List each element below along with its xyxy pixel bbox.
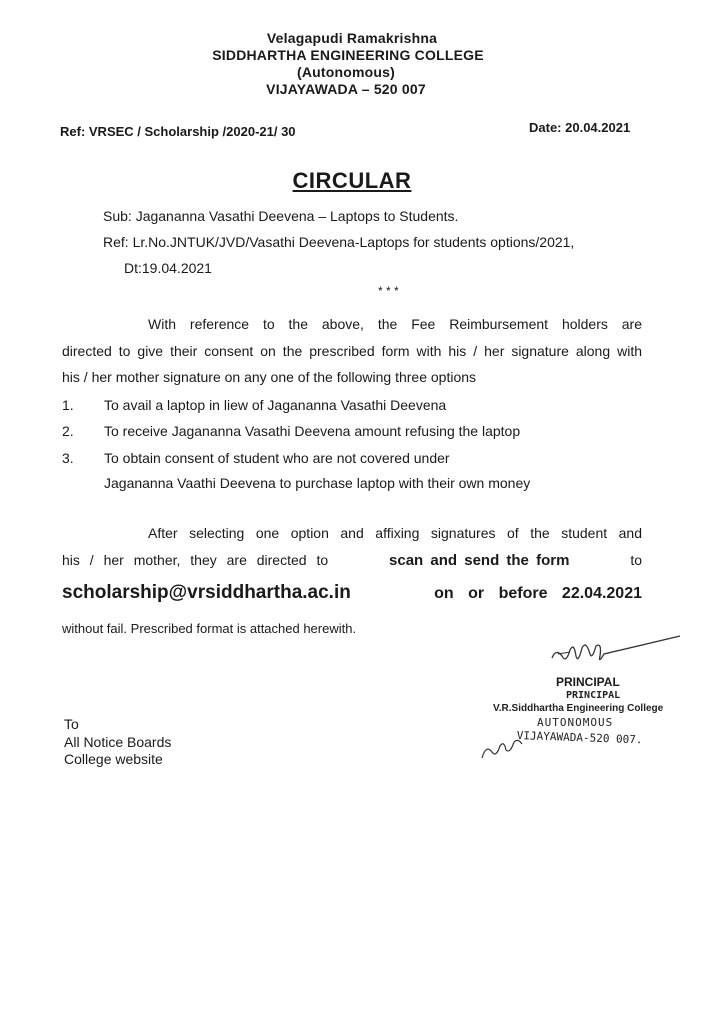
submission-email: scholarship@vrsiddhartha.ac.in [62, 582, 351, 603]
option3-text-continued: Jagananna Vaathi Deevena to purchase laptop with their own money [104, 475, 531, 491]
paragraph2-line2-text: his / her mother, they are directed to [62, 552, 329, 568]
stamp-principal: PRINCIPAL [566, 690, 621, 701]
separator-asterisks: * * * [378, 284, 399, 298]
college-name-line1: Velagapudi Ramakrishna [266, 30, 438, 46]
college-name-line2: SIDDHARTHA ENGINEERING COLLEGE [212, 47, 484, 63]
paragraph2-line2-to: to [630, 552, 642, 568]
option2-number: 2. [62, 423, 74, 439]
paragraph2-line2 [62, 552, 642, 569]
college-address: VIJAYAWADA – 520 007 [266, 81, 426, 97]
recipient-notice-boards: All Notice Boards [64, 734, 172, 750]
circular-title: CIRCULAR [292, 168, 412, 193]
option3-text: To obtain consent of student who are not covered under [104, 450, 450, 466]
option2-text: To receive Jagananna Vasathi Deevena amount refusing the laptop [104, 423, 521, 439]
paragraph1-line3: his / her mother signature on any one of the following three options [62, 369, 477, 385]
submission-deadline: on or before 22.04.2021 [434, 585, 642, 602]
subject-line: Sub: Jagananna Vasathi Deevena – Laptops to Students. [103, 208, 459, 224]
option3-number: 3. [62, 450, 74, 466]
stamp-address: VIJAYAWADA-520 007. [516, 729, 643, 747]
paragraph1-line1: With reference to the above, the Fee Reimbursement holders are [148, 316, 642, 332]
reference-number: Ref: VRSEC / Scholarship /2020-21/ 30 [60, 124, 296, 139]
paragraph2-line1: After selecting one option and affixing signatures of the student and [148, 525, 642, 541]
principal-title: PRINCIPAL [556, 675, 620, 689]
recipients-to: To [64, 716, 79, 732]
reference-letter-line1: Ref: Lr.No.JNTUK/JVD/Vasathi Deevena-Laptops for students options/2021, [103, 234, 575, 250]
option1-number: 1. [62, 397, 74, 413]
reference-letter-line2: Dt:19.04.2021 [124, 260, 212, 276]
stamp-autonomous: AUTONOMOUS [537, 716, 614, 729]
paragraph1-line2: directed to give their consent on the prescribed form with his / her signature along with [62, 343, 642, 359]
principal-signature [540, 630, 690, 680]
option1-text: To avail a laptop in liew of Jagananna Vasathi Deevena [104, 397, 447, 413]
stamp-college-name: V.R.Siddhartha Engineering College [493, 703, 664, 714]
scan-send-instruction: scan and send the form [389, 552, 570, 569]
college-autonomous: (Autonomous) [296, 64, 396, 80]
paragraph2-line3 [62, 582, 642, 604]
recipient-college-website: College website [64, 751, 163, 767]
circular-date: Date: 20.04.2021 [529, 120, 631, 135]
paragraph2-line4: without fail. Prescribed format is attached herewith. [62, 621, 357, 636]
